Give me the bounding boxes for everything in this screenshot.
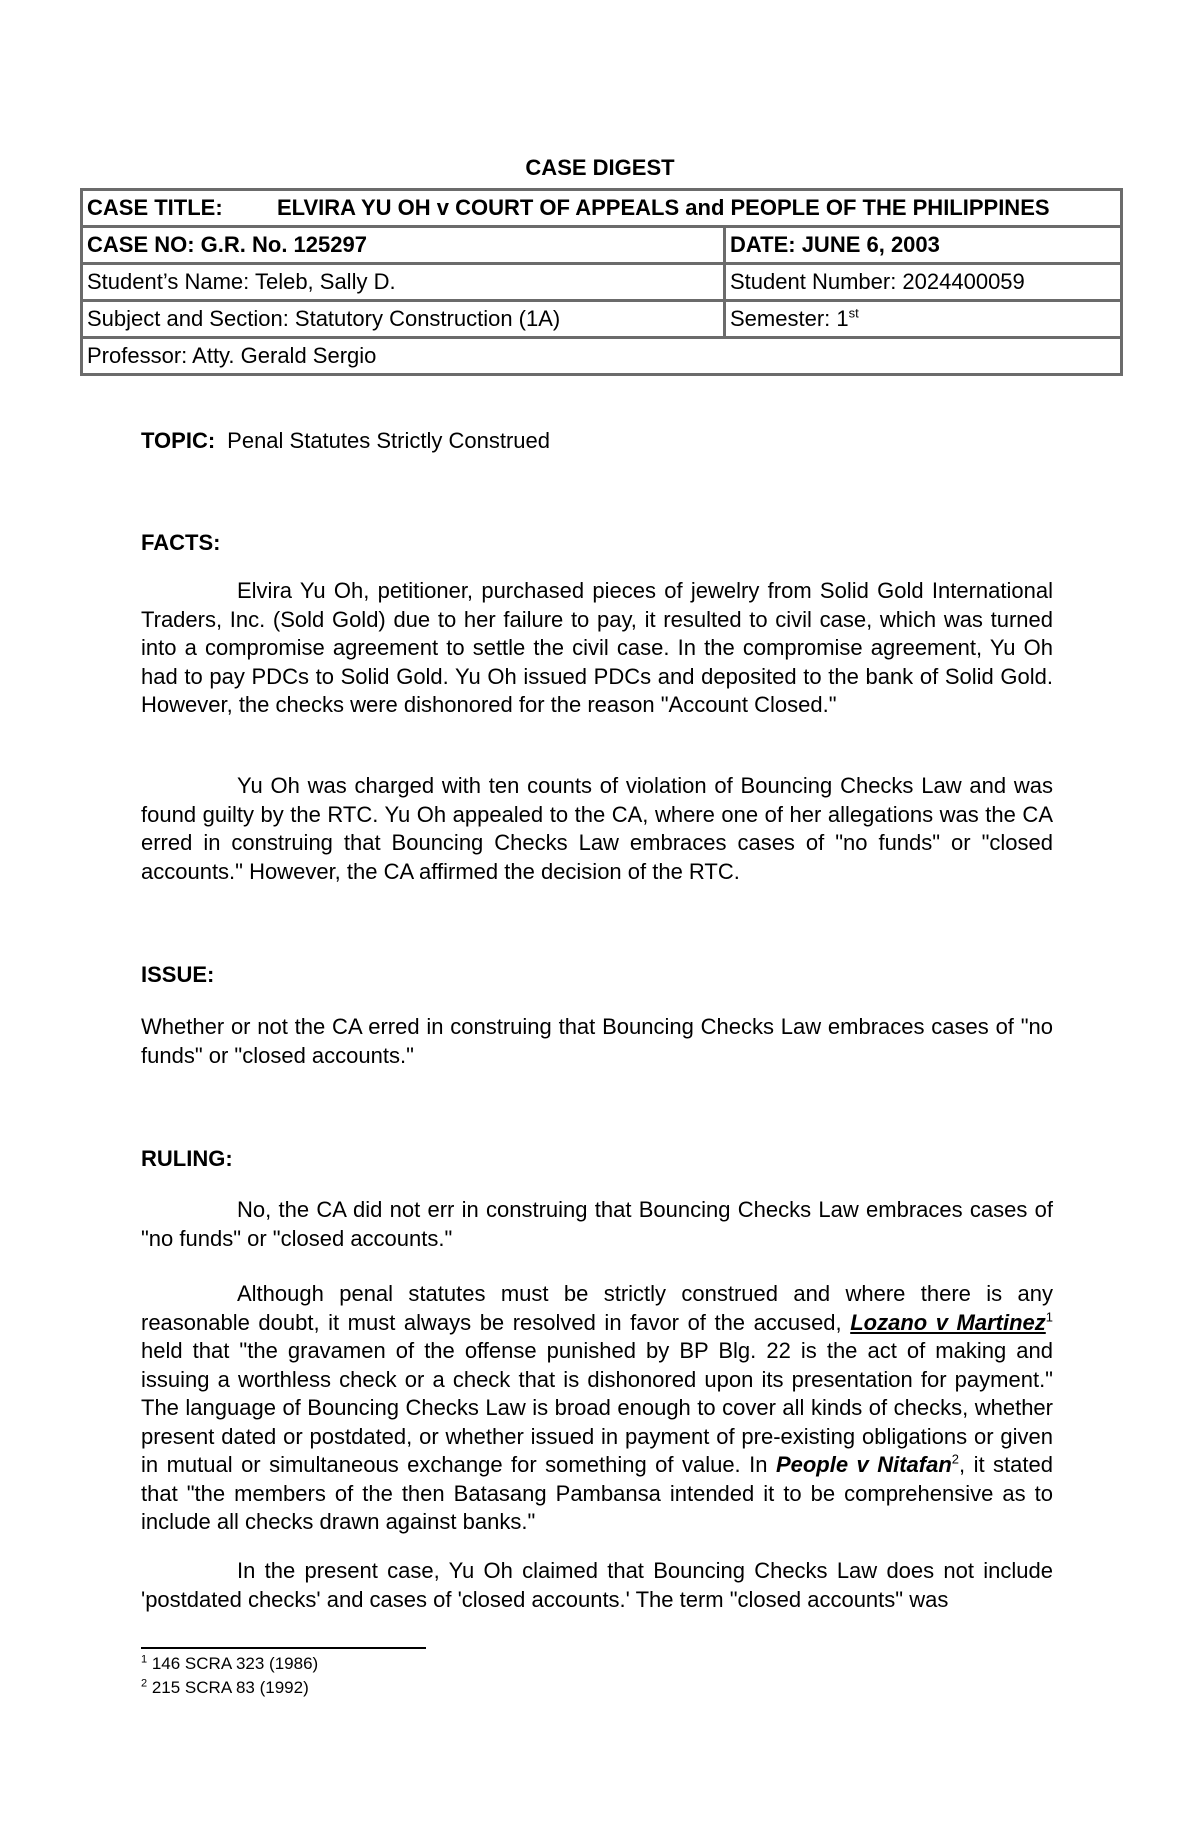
page-title: CASE DIGEST — [525, 155, 675, 180]
semester-label: Semester: 1 — [730, 306, 849, 331]
case-title-label: CASE TITLE: — [87, 195, 223, 220]
ruling-paragraph-3: In the present case, Yu Oh claimed that Bouncing Checks Law does not include 'postdated checks' and cases of 'closed accounts.' The term "closed accounts" was — [141, 1558, 1053, 1612]
facts-heading: FACTS: — [141, 530, 221, 555]
issue-heading: ISSUE: — [141, 962, 215, 987]
footnote-2 — [141, 1678, 309, 1698]
topic-line — [141, 428, 550, 454]
footnote-1 — [141, 1654, 318, 1674]
ruling-p2-text-c: , it stated that "the members of the then Batasang Pambansa intended it to be comprehensive as to include all checks drawn against banks." — [141, 1452, 1053, 1534]
issue-paragraph: Whether or not the CA erred in construing that Bouncing Checks Law embraces cases of "no funds" or "closed accounts." — [141, 1014, 1053, 1068]
footnote-2-number: 2 — [141, 1677, 148, 1690]
student-number-cell: Student Number: 2024400059 — [725, 264, 1122, 301]
semester-cell — [725, 301, 1122, 338]
ruling-paragraph-1: No, the CA did not err in construing that Bouncing Checks Law embraces cases of "no funds" or "closed accounts." — [141, 1197, 1053, 1251]
case-info-table — [80, 188, 1123, 376]
student-name-cell: Student’s Name: Teleb, Sally D. — [82, 264, 725, 301]
case-no-cell: CASE NO: G.R. No. 125297 — [82, 227, 725, 264]
professor-cell: Professor: Atty. Gerald Sergio — [82, 338, 1122, 375]
subject-row — [82, 301, 1122, 338]
ruling-p2-text-b: held that "the gravamen of the offense punished by BP Blg. 22 is the act of making and issuing a worthless check or a check that is dishonored upon its presentation for payment." The language of Bouncing Checks Law is broad enough to cover all kinds of checks, whether present dated or postdated, or whether issued in payment of pre-existing obligations or given in mutual or simultaneous exchange for something of value. In — [141, 1338, 1053, 1477]
date-cell: DATE: JUNE 6, 2003 — [725, 227, 1122, 264]
facts-paragraph-1: Elvira Yu Oh, petitioner, purchased pieces of jewelry from Solid Gold International Traders, Inc. (Sold Gold) due to her failure to pay, it resulted to civil case, which was turned into a compromise agreement to settle the civil case. In the compromise agreement, Yu Oh had to pay PDCs to Solid Gold. Yu Oh issued PDCs and deposited to the bank of Solid Gold. However, the checks were dishonored for the reason "Account Closed." — [141, 578, 1053, 717]
ruling-p2-text-a: Although penal statutes must be strictly construed and where there is any reasonable doubt, it must always be resolved in favor of the accused, — [141, 1281, 1053, 1335]
case-title-cell — [82, 190, 1122, 227]
footnote-ref-2: 2 — [951, 1451, 960, 1467]
case-citation-lozano: Lozano v Martinez — [850, 1309, 1046, 1335]
footnote-ref-1: 1 — [1045, 1309, 1053, 1325]
facts-paragraph-2: Yu Oh was charged with ten counts of violation of Bouncing Checks Law and was found guilty by the RTC. Yu Oh appealed to the CA, where one of her allegations was the CA erred in construing that Bouncing Checks Law embraces cases of "no funds" or "closed accounts." However, the CA affirmed the decision of the RTC. — [141, 773, 1053, 884]
case-title-row — [82, 190, 1122, 227]
footnote-1-number: 1 — [141, 1653, 148, 1666]
case-no-row — [82, 227, 1122, 264]
student-row — [82, 264, 1122, 301]
subject-section-cell: Subject and Section: Statutory Construction (1A) — [82, 301, 725, 338]
semester-sup: st — [848, 305, 859, 321]
ruling-paragraph-2 — [141, 1280, 1053, 1537]
topic-label: TOPIC: — [141, 428, 216, 453]
professor-row — [82, 338, 1122, 375]
case-title-value: ELVIRA YU OH v COURT OF APPEALS and PEOPLE OF THE PHILIPPINES — [277, 195, 1050, 220]
ruling-heading: RULING: — [141, 1146, 233, 1171]
footnote-1-text: 146 SCRA 323 (1986) — [147, 1654, 319, 1673]
topic-value: Penal Statutes Strictly Construed — [227, 428, 550, 453]
case-citation-nitafan: People v Nitafan — [775, 1452, 952, 1477]
footnote-separator — [141, 1647, 426, 1649]
footnote-2-text: 215 SCRA 83 (1992) — [147, 1678, 309, 1697]
